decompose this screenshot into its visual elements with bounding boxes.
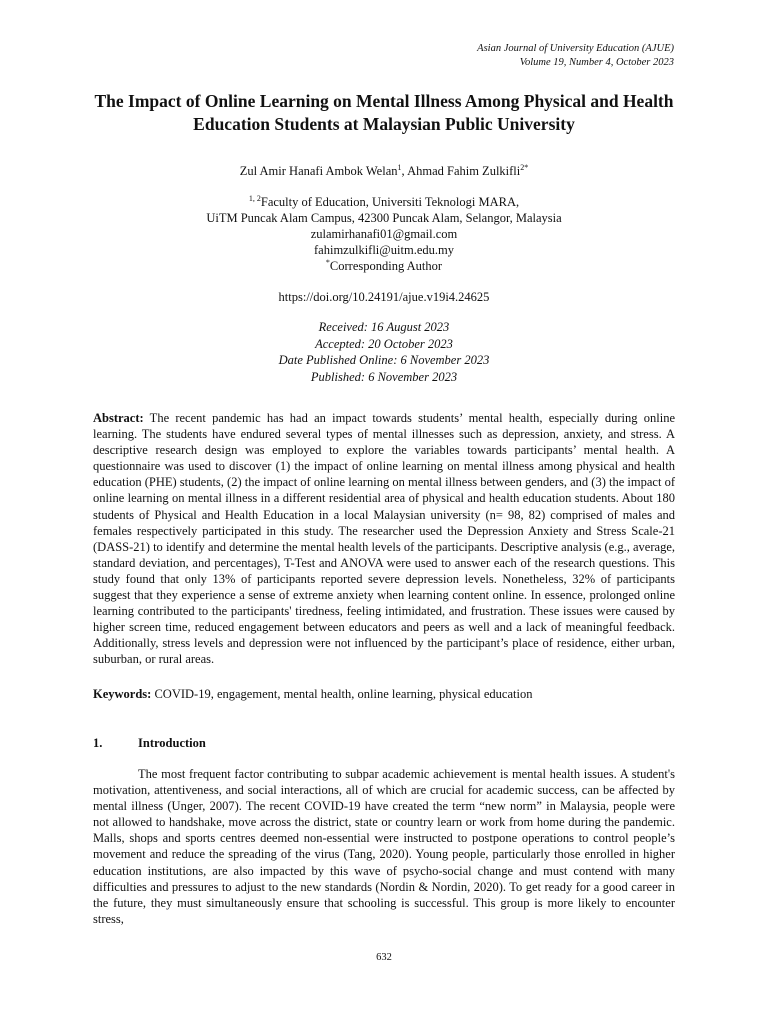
journal-header <box>477 42 674 70</box>
author-1-affil-marker: 1 <box>397 163 402 172</box>
page-number: 632 <box>376 952 392 963</box>
keywords <box>93 686 675 702</box>
published-online-date: Date Published Online: 6 November 2023 <box>278 353 490 367</box>
author-line <box>60 163 708 179</box>
corresponding-author-label: Corresponding Author <box>329 259 443 273</box>
section-heading <box>93 735 206 751</box>
corresponding-marker: * <box>325 258 330 267</box>
dates-block <box>60 319 708 385</box>
corresponding-line <box>60 258 708 274</box>
author-1: Zul Amir Hanafi Ambok Welan <box>239 164 398 178</box>
journal-name: Asian Journal of University Education (AJUE) <box>477 43 674 54</box>
campus-address: UiTM Puncak Alam Campus, 42300 Puncak Alam, Selangor, Malaysia <box>206 211 562 225</box>
introduction-paragraph: The most frequent factor contributing to subpar academic achievement is mental health issues. A student's motivation, attentiveness, and social interactions, all of which are crucial for academic success, can be affected by mental illness (Unger, 2007). The recent COVID-19 have created the term “new norm” in Malaysia, people were not allowed to handshake, move across the district, state or country learn or work from home during the pandemic. Malls, shops and sports centres deemed non-essential were instructed to postpone operations to control people’s movement and reduce the spreading of the virus (Tang, 2020). Young people, particularly those enrolled in higher education institutions, are also impacted by this wave of psycho-social change and must contend with many difficulties and pressures to adjust to the new standards (Nordin & Nordin, 2020). To get ready for a good career in the future, they must simultaneously ensure that schooling is successful. This group is more likely to encounter stress, <box>93 767 675 926</box>
published-date: Published: 6 November 2023 <box>310 369 458 384</box>
received-date: Received: 16 August 2023 <box>318 320 450 334</box>
affiliation-block <box>60 194 708 274</box>
keywords-text: COVID-19, engagement, mental health, online learning, physical education <box>151 687 533 701</box>
section-title: Introduction <box>138 736 206 750</box>
doi-link[interactable]: https://doi.org/10.24191/ajue.v19i4.24625 <box>278 290 490 304</box>
abstract-label: Abstract: <box>93 411 144 425</box>
email-2[interactable]: fahimzulkifli@uitm.edu.my <box>314 243 454 257</box>
faculty-line <box>60 194 708 210</box>
author-separator: , <box>401 164 408 178</box>
abstract-text: The recent pandemic has had an impact towards students’ mental health, especially during online learning. The students have endured several types of mental illnesses such as depression, anxiety, and stress. A descriptive research design was employed to explore the variables towards participants’ mental health. A questionnaire was used to discover (1) the impact of online learning on mental illness among physical and health education (PHE) students, (2) the impact of online learning on mental illness between genders, and (3) the impact of online learning on mental illness in a different residential area of physical and health education students. About 180 students of Physical and Health Education in a local Malaysian university (n= 98, 82) comprised of males and females respectively participated in this study. The researcher used the Depression Anxiety and Stress Scale-21 (DASS-21) to identify and determine the mental health levels of the participants. Descriptive analysis (e.g., average, standard deviation, and percentages), T-Test and ANOVA were used to answer each of the research questions. This study found that only 13% of participants reported severe depression levels. Nonetheless, 32% of participants suggest that they experience a sense of extreme anxiety when learning content online. In essence, prolonged online learning contributed to the participants' tiredness, feeling intimidated, and frustration. These issues were caused by higher screen time, reduced engagement between educators and peers as well and a lack of meaningful feedback. Additionally, stress levels and depression were not influenced by the participant’s place of residence, either urban, suburban, or rural areas. <box>93 411 675 667</box>
email-1[interactable]: zulamirhanafi01@gmail.com <box>310 227 458 241</box>
accepted-date: Accepted: 20 October 2023 <box>315 336 453 351</box>
keywords-label: Keywords: <box>93 687 152 701</box>
affiliation-marker: 1, 2 <box>248 194 261 203</box>
faculty: Faculty of Education, Universiti Teknologi MARA, <box>260 195 520 209</box>
abstract <box>93 410 675 668</box>
author-2-affil-marker: 2* <box>520 163 529 172</box>
journal-volume: Volume 19, Number 4, October 2023 <box>519 57 674 68</box>
paper-title: The Impact of Online Learning on Mental Illness Among Physical and Health Education Students at Malaysian Public University <box>94 91 674 134</box>
section-number: 1. <box>93 736 103 750</box>
author-2: Ahmad Fahim Zulkifli <box>407 164 521 178</box>
